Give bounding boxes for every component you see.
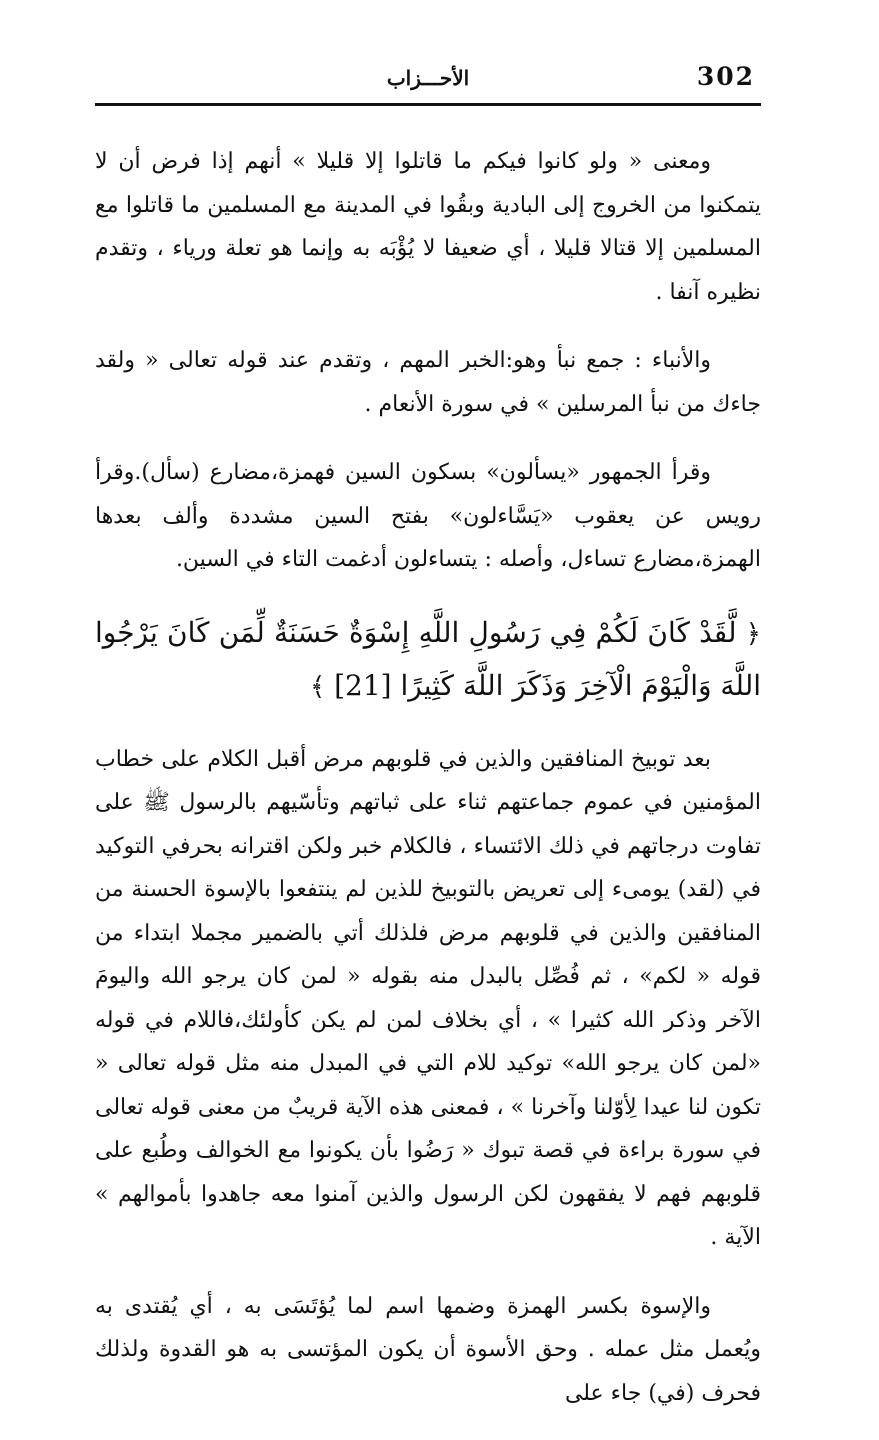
paragraph-meaning: ومعنى « ولو كانوا فيكم ما قاتلوا إلا قليلا » أنهم إذا فرض أن لا يتمكنوا من الخروج إلى البادية وبقُوا في المدينة مع المسلمين ما قاتلوا مع المسلمين إلا قتالا قليلا ، أي ضعيفا لا يُؤْبَه به وإنما هو تعلة ورياء ، وتقدم نظيره آنفا . — [95, 149, 761, 305]
verse-open-bracket: ﴿ — [745, 618, 761, 649]
verse-text: لَّقَدْ كَانَ لَكُمْ فِي رَسُولِ اللَّهِ إِسْوَةٌ حَسَنَةٌ لِّمَن كَانَ يَرْجُوا اللَّهَ وَالْيَوْمَ الْآخِرَ وَذَكَرَ اللَّهَ كَثِيرًا — [95, 615, 761, 702]
verse-close-bracket: ﴾ — [309, 671, 326, 702]
running-title: الأحـــزاب — [386, 66, 470, 90]
page-number: 302 — [696, 62, 755, 91]
page-header — [95, 58, 761, 106]
quran-verse — [95, 607, 761, 713]
paragraph-anbaa: والأنباء : جمع نبأ وهو:الخبر المهم ، وتقدم عند قوله تعالى « ولقد جاءك من نبأ المرسلين » في سورة الأنعام . — [95, 348, 761, 417]
page-body — [95, 140, 761, 1440]
paragraph-qiraat: وقرأ الجمهور «يسألون» بسكون السين فهمزة،مضارع (سأل).وقرأ رويس عن يعقوب «يَسَّاءلون» بفتح السين مشددة وألف بعدها الهمزة،مضارع تساءل، وأصله : يتساءلون أدغمت التاء في السين. — [95, 460, 761, 572]
paragraph-tafsir: بعد توبيخ المنافقين والذين في قلوبهم مرض أقبل الكلام على خطاب المؤمنين في عموم جماعتهم ثناء على ثباتهم وتأسّيهم بالرسول ﷺ على تفاوت درجاتهم في ذلك الائتساء ، فالكلام خبر ولكن اقترانه بحرفي التوكيد في (لقد) يومىء إلى تعريض بالتوبيخ للذين لم ينتفعوا بالإسوة الحسنة من المنافقين والذين في قلوبهم مرض فلذلك أتي بالضمير مجملا ابتداء من قوله « لكم» ، ثم فُصِّل بالبدل منه بقوله « لمن كان يرجو الله واليومَ الآخر وذكر الله كثيرا » ، أي بخلاف لمن لم يكن كأولئك،فاللام في قوله «لمن كان يرجو الله» توكيد للام التي في المبدل منه مثل قوله تعالى « تكون لنا عيدا لِأوّلنا وآخرنا » ، فمعنى هذه الآية قريبٌ من معنى قوله تعالى في سورة براءة في قصة تبوك « رَضُوا بأن يكونوا مع الخوالف وطُبع على قلوبهم فهم لا يفقهون لكن الرسول والذين آمنوا معه جاهدوا بأموالهم » الآية . — [95, 746, 761, 1250]
paragraph-uswa: والإسوة بكسر الهمزة وضمها اسم لما يُؤتَسَى به ، أي يُقتدى به ويُعمل مثل عمله . وحق الأسوة أن يكون المؤتسى به هو القدوة ولذلك فحرف (في) جاء على — [95, 1293, 761, 1406]
verse-number: [21] — [334, 668, 392, 702]
header-rule — [95, 103, 761, 106]
